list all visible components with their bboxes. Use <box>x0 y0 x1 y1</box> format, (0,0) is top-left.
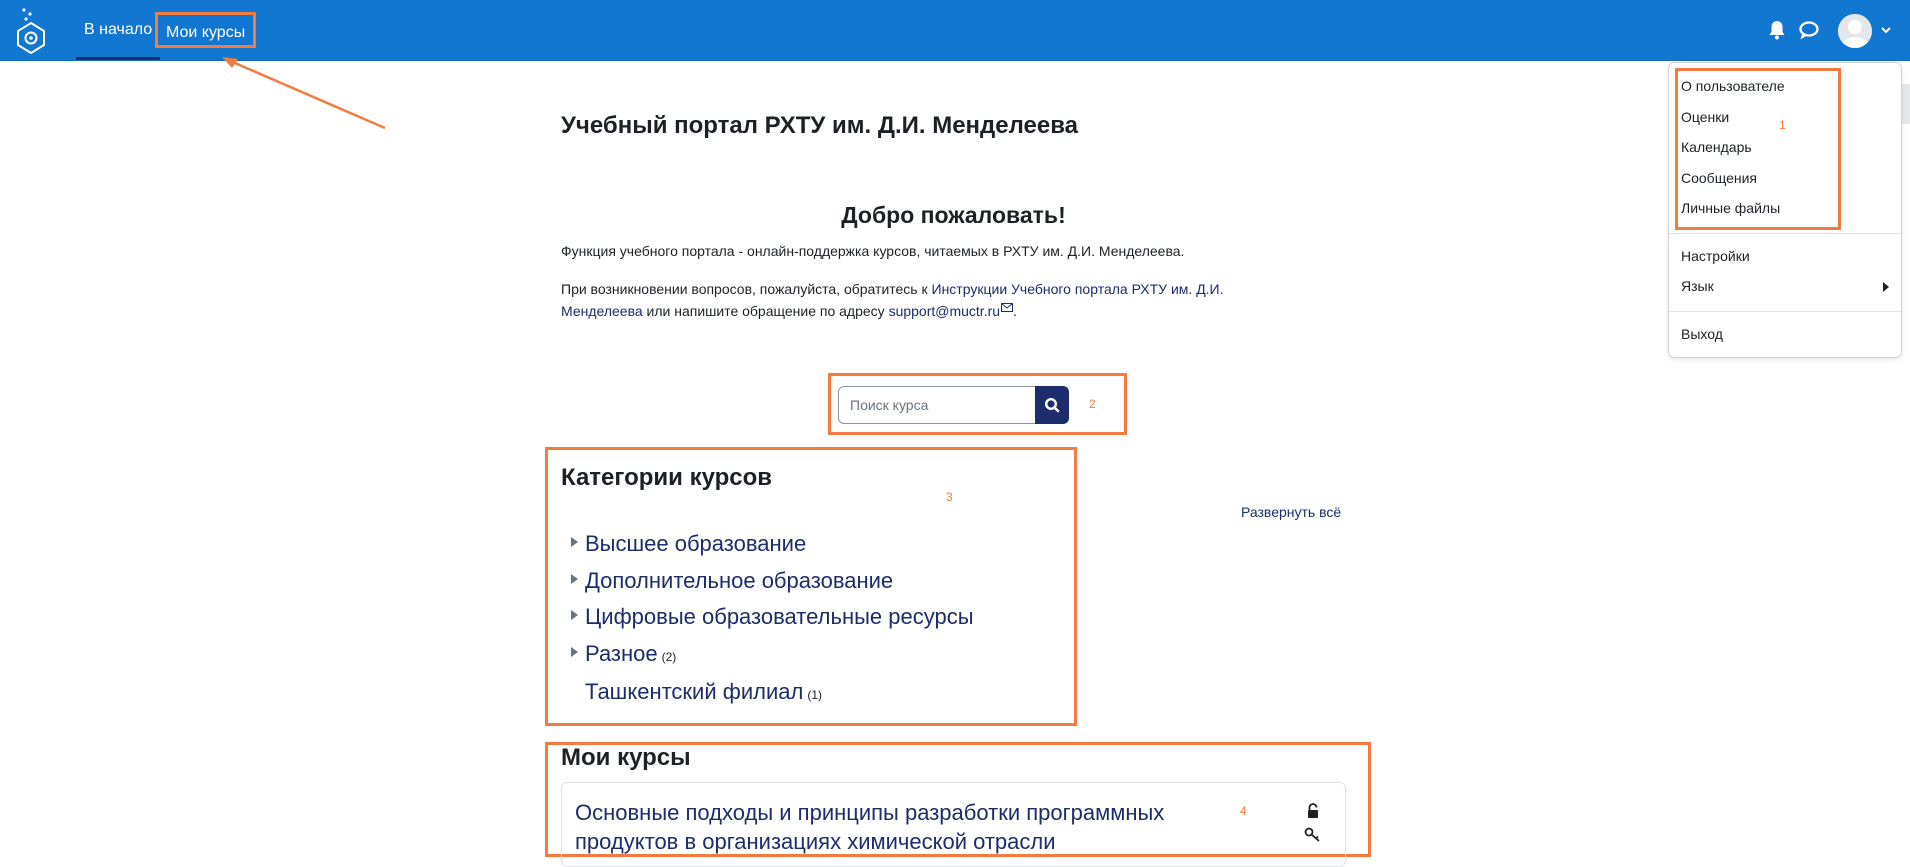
chevron-down-icon[interactable] <box>1880 24 1892 36</box>
category-label[interactable]: Цифровые образовательные ресурсы <box>585 604 974 629</box>
category-item[interactable] <box>570 568 893 594</box>
annotation-label-2: 2 <box>1089 397 1096 411</box>
search-button[interactable] <box>1035 386 1069 424</box>
category-label[interactable]: Разное <box>585 641 658 666</box>
nav-my-courses-link[interactable]: Мои курсы <box>155 12 256 48</box>
nav-home-link[interactable]: В начало <box>76 0 160 60</box>
caret-right-icon <box>1883 282 1889 292</box>
site-title: Учебный портал РХТУ им. Д.И. Менделеева <box>561 112 1079 139</box>
caret-right-icon[interactable] <box>570 573 579 585</box>
menu-item-preferences[interactable]: Настройки <box>1681 248 1750 264</box>
category-item[interactable] <box>570 604 974 630</box>
search-icon <box>1035 386 1069 424</box>
menu-item-private-files[interactable]: Личные файлы <box>1681 200 1781 216</box>
chat-icon[interactable] <box>1797 18 1821 42</box>
caret-right-icon[interactable] <box>570 536 579 548</box>
category-item[interactable] <box>570 641 676 667</box>
course-name-link[interactable]: Основные подходы и принципы разработки программных продуктов в организациях химической отрасли <box>575 800 1165 854</box>
menu-item-profile[interactable]: О пользователе <box>1681 78 1785 94</box>
category-item[interactable] <box>570 679 822 705</box>
top-navbar <box>0 0 1910 61</box>
support-email-link[interactable]: support@muctr.ru <box>888 303 1001 319</box>
category-item[interactable] <box>570 531 806 557</box>
menu-item-logout[interactable]: Выход <box>1681 326 1723 342</box>
expand-all-link[interactable]: Развернуть всё <box>1241 504 1342 520</box>
menu-divider <box>1669 233 1901 234</box>
categories-title: Категории курсов <box>561 464 773 491</box>
bell-icon[interactable] <box>1765 18 1789 42</box>
key-icon <box>1304 827 1322 843</box>
course-count: (2) <box>661 650 677 664</box>
menu-item-language[interactable]: Язык <box>1681 278 1714 294</box>
category-label[interactable]: Дополнительное образование <box>585 568 894 593</box>
help-paragraph <box>561 278 1301 322</box>
course-count: (1) <box>807 688 822 702</box>
envelope-icon <box>1001 303 1013 312</box>
welcome-heading: Добро пожаловать! <box>841 202 1066 228</box>
caret-right-icon[interactable] <box>570 646 579 658</box>
user-menu-toggle[interactable] <box>1838 14 1898 48</box>
menu-item-grades[interactable]: Оценки <box>1681 109 1730 125</box>
my-courses-title: Мои курсы <box>561 744 691 771</box>
site-logo-icon[interactable] <box>14 6 48 54</box>
menu-item-calendar[interactable]: Календарь <box>1681 139 1752 155</box>
user-avatar-icon <box>1838 14 1872 48</box>
help-text-middle: или напишите обращение по адресу <box>642 303 889 319</box>
help-text-prefix: При возникновении вопросов, пожалуйста, обратитесь к <box>561 281 932 297</box>
intro-paragraph: Функция учебного портала - онлайн-поддержка курсов, читаемых в РХТУ им. Д.И. Менделеева. <box>561 243 1185 259</box>
category-label[interactable]: Высшее образование <box>585 531 807 556</box>
drawer-edge-handle[interactable] <box>1902 84 1910 124</box>
annotation-label-3: 3 <box>946 490 953 504</box>
avatar[interactable] <box>1838 14 1872 48</box>
category-label[interactable]: Ташкентский филиал <box>585 679 804 704</box>
unlock-icon <box>1306 803 1320 819</box>
help-text-suffix: . <box>1013 303 1017 319</box>
menu-divider <box>1669 311 1901 312</box>
caret-right-icon[interactable] <box>570 609 579 621</box>
annotation-label-4: 4 <box>1240 804 1247 818</box>
instructions-link[interactable]: Инструкции Учебного портала РХТУ им. Д.И. Менделеева <box>561 281 1224 319</box>
annotation-label-1: 1 <box>1779 118 1786 132</box>
menu-item-messages[interactable]: Сообщения <box>1681 170 1757 186</box>
course-search-input[interactable] <box>838 386 1036 424</box>
